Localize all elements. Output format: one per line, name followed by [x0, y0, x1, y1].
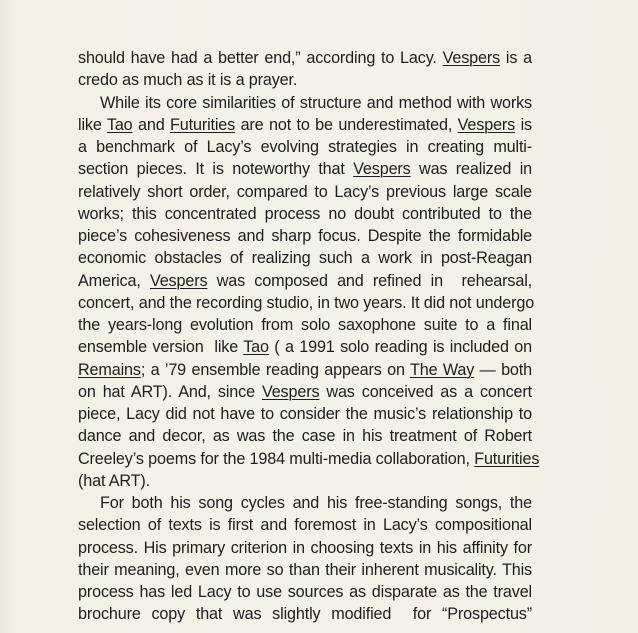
text-run: section pieces. It is noteworthy that	[78, 160, 354, 179]
text-run: credo as much as it is a prayer.	[78, 71, 298, 90]
text-line	[78, 69, 532, 91]
underlined-title: Futurities	[474, 449, 540, 468]
text-run: — both	[474, 360, 532, 379]
text-run: are not to be underestimated,	[235, 115, 458, 134]
text-run: America,	[78, 271, 150, 290]
underlined-title: Tao	[243, 338, 269, 357]
text-run: selection of texts is first and foremost in Lacy’s compositional	[78, 516, 532, 535]
text-run: the years-long evolution from solo saxophone suite to a final	[78, 316, 532, 334]
text-run: should have had a better end,” according to Lacy.	[78, 49, 443, 67]
underlined-title: Vespers	[353, 160, 411, 179]
text-line	[78, 559, 532, 581]
underlined-title: Remains	[78, 360, 141, 379]
underlined-title: Vespers	[261, 382, 320, 401]
text-run: piece, Lacy did not have to consider the music’s relationship to	[78, 405, 532, 423]
text-line	[78, 92, 532, 114]
text-line	[78, 359, 532, 381]
text-run: ( a 1991 solo reading is included on	[268, 338, 532, 357]
text-run: a benchmark of Lacy’s evolving strategies in creating multi-	[78, 138, 532, 156]
text-run: works; this concentrated process no doubt contributed to the	[78, 204, 532, 223]
text-run: process. His primary criterion in choosing texts in his affinity for	[78, 538, 532, 557]
text-line	[78, 492, 532, 514]
text-line	[78, 603, 532, 625]
text-run: While its core similarities of structure and method with works	[100, 93, 532, 112]
text-run: was composed and refined in rehearsal,	[207, 271, 532, 290]
text-run: (hat ART).	[78, 471, 150, 490]
text-line	[78, 181, 532, 203]
underlined-title: Vespers	[442, 49, 501, 67]
text-run: For both his song cycles and his free-standing songs, the	[100, 494, 532, 512]
text-run: on hat ART). And, since	[78, 382, 262, 401]
text-run: piece’s cohesiveness and sharp focus. Despite the formidable	[78, 227, 532, 245]
text-run: like	[78, 115, 107, 134]
text-line	[78, 225, 532, 247]
text-run: is a	[500, 49, 532, 67]
text-run: ensemble version like	[78, 338, 244, 357]
text-line	[78, 203, 532, 225]
text-run: Creeley’s poems for the 1984 multi-media collaboration,	[78, 449, 475, 468]
underlined-title: The Way	[409, 360, 475, 379]
text-line	[78, 537, 532, 559]
text-line	[78, 314, 532, 336]
text-line	[78, 270, 532, 292]
body-text	[78, 47, 540, 626]
text-line	[78, 403, 532, 425]
text-run: and	[132, 115, 171, 134]
text-run: is	[515, 115, 532, 134]
text-run: process has led Lacy to use sources as disparate as the travel	[78, 583, 532, 601]
text-line	[78, 470, 532, 492]
underlined-title: Tao	[106, 115, 133, 134]
text-run: relatively short order, compared to Lacy’s previous large scale	[78, 182, 532, 201]
text-line	[78, 158, 532, 180]
text-run: concert, and the recording studio, in two years. It did not undergo	[78, 293, 535, 312]
text-line	[78, 292, 535, 314]
text-line	[78, 381, 532, 403]
text-line	[78, 425, 532, 447]
text-run: their meaning, even more so than their inherent musicality. This	[78, 560, 532, 579]
underlined-title: Vespers	[149, 271, 208, 290]
underlined-title: Futurities	[170, 115, 236, 134]
text-line	[78, 114, 532, 136]
text-line	[78, 136, 532, 158]
text-line	[78, 47, 532, 69]
text-line	[78, 514, 532, 536]
text-run: was conceived as a concert	[319, 382, 532, 401]
text-line	[78, 448, 540, 470]
text-run: ; a ’79 ensemble reading appears on	[140, 360, 410, 379]
text-run: economic obstacles of realizing such a work in post-Reagan	[78, 249, 532, 268]
underlined-title: Vespers	[457, 115, 516, 134]
text-line	[78, 247, 532, 269]
text-line	[78, 336, 532, 358]
text-run: dance and decor, as was the case in his treatment of Robert	[78, 427, 532, 446]
text-line	[78, 581, 532, 603]
text-run: was realized in	[410, 160, 533, 179]
text-run: brochure copy that was slightly modified for “Prospectus”	[78, 605, 532, 624]
